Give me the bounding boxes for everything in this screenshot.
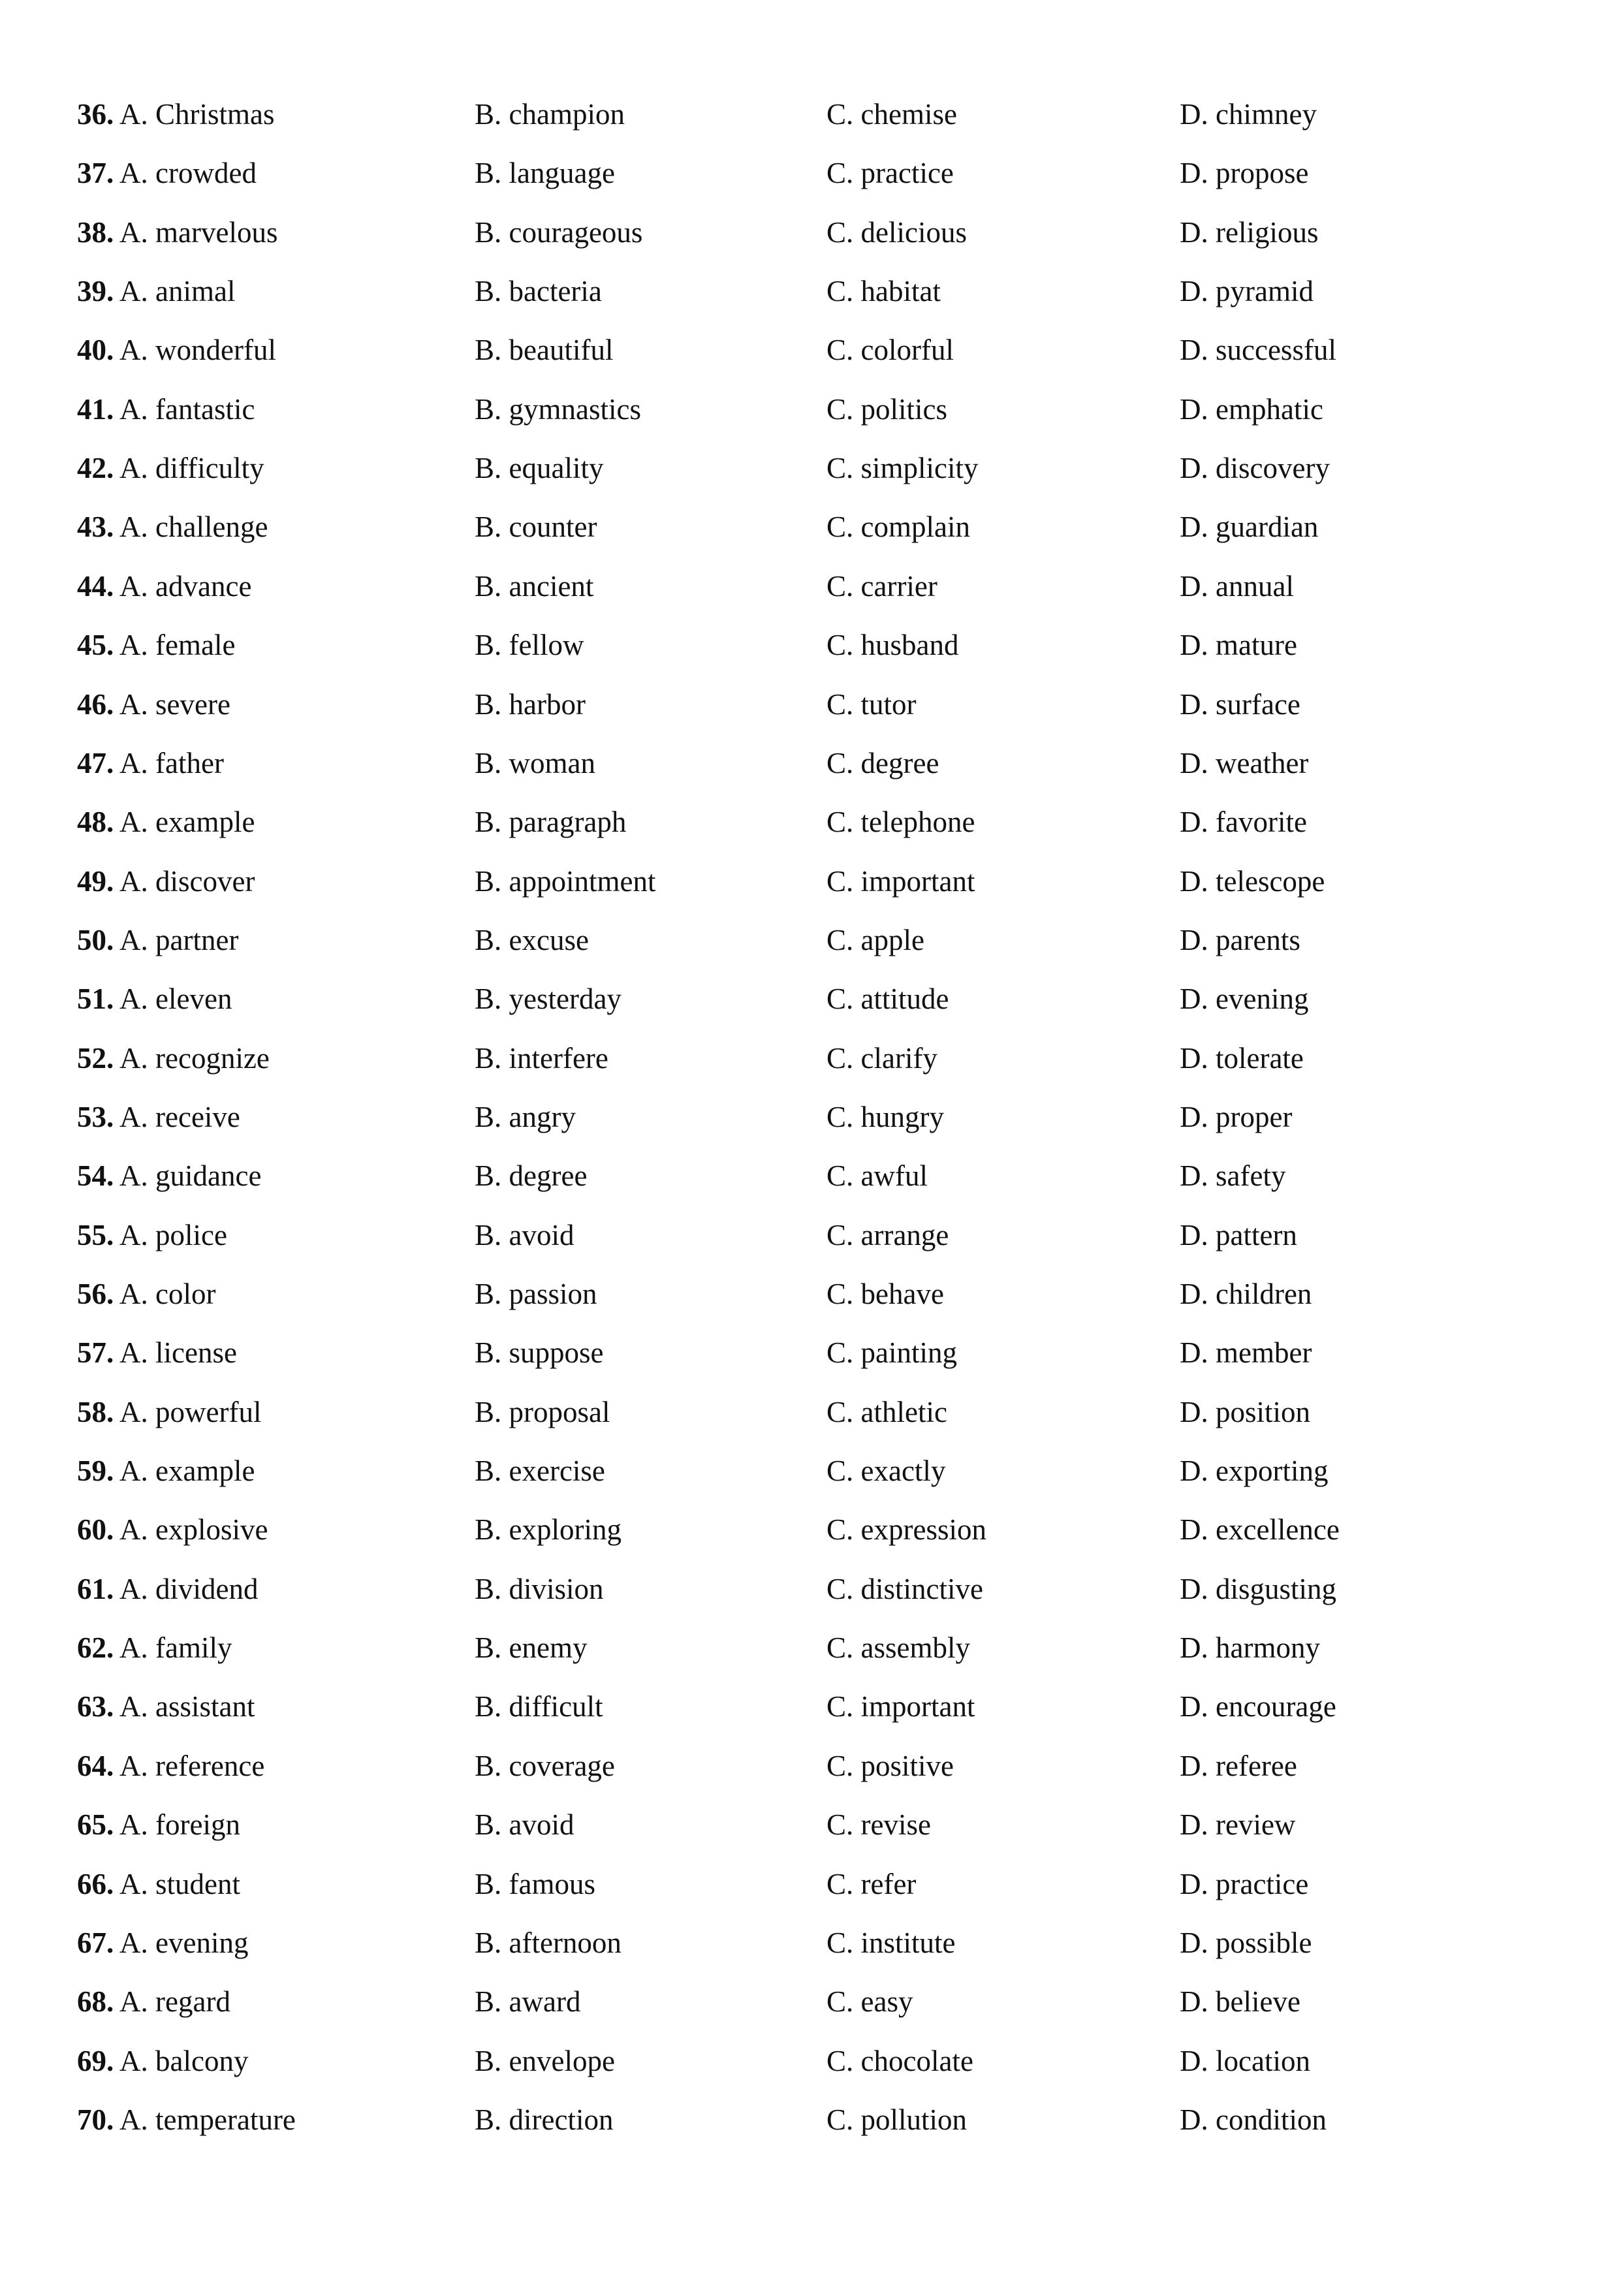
option-c: C. expression [826, 1513, 986, 1547]
option-c: C. complain [826, 511, 970, 544]
question-number: 44. [77, 569, 114, 603]
option-d: D. disgusting [1180, 1572, 1337, 1605]
question-number: 56. [77, 1278, 114, 1310]
option-a-text: A. fantastic [119, 392, 255, 426]
option-d: D. weather [1180, 746, 1309, 779]
question-row [0, 1088, 1621, 1146]
option-b: B. award [475, 1985, 581, 2019]
option-d: D. practice [1180, 1867, 1309, 1900]
option-d: D. surface [1180, 687, 1300, 721]
option-c: C. apple [826, 923, 924, 956]
option-c: C. chocolate [826, 2044, 973, 2077]
option-d: D. favorite [1180, 806, 1307, 839]
question-row [0, 1737, 1621, 1795]
option-a [77, 497, 268, 556]
option-c: C. husband [826, 629, 959, 662]
option-c: C. painting [826, 1336, 957, 1370]
question-row [0, 1560, 1621, 1618]
option-b: B. passion [475, 1278, 597, 1310]
option-a [77, 1206, 227, 1265]
option-a [77, 262, 235, 321]
option-c: C. distinctive [826, 1572, 983, 1605]
option-b: B. avoid [475, 1808, 574, 1842]
option-c: C. exactly [826, 1455, 946, 1488]
option-a [77, 85, 275, 144]
option-a [77, 321, 276, 379]
option-b: B. beautiful [475, 334, 614, 367]
option-a-text: A. dividend [119, 1572, 259, 1605]
option-d: D. evening [1180, 983, 1309, 1016]
question-number: 62. [77, 1631, 114, 1665]
option-b: B. woman [475, 746, 595, 779]
option-d: D. children [1180, 1278, 1312, 1310]
option-a [77, 1972, 230, 2031]
question-number: 63. [77, 1690, 114, 1723]
option-c: C. pollution [826, 2103, 968, 2136]
option-d: D. propose [1180, 157, 1309, 190]
option-a-text: A. recognize [119, 1041, 270, 1075]
option-a [77, 1323, 237, 1382]
question-row [0, 734, 1621, 793]
option-c: C. awful [826, 1159, 928, 1193]
option-d: D. mature [1180, 629, 1297, 662]
option-b: B. difficult [475, 1690, 603, 1723]
question-number: 51. [77, 983, 114, 1016]
option-a-text: A. wonderful [119, 334, 276, 367]
option-a [77, 1795, 240, 1854]
question-row [0, 1795, 1621, 1854]
option-a [77, 2090, 296, 2149]
option-b: B. exploring [475, 1513, 622, 1547]
option-a-text: A. advance [119, 569, 252, 603]
option-d: D. safety [1180, 1159, 1286, 1193]
question-number: 68. [77, 1985, 114, 2019]
question-number: 41. [77, 392, 114, 426]
option-d: D. parents [1180, 923, 1300, 956]
option-b: B. division [475, 1572, 604, 1605]
question-row [0, 1972, 1621, 2031]
question-number: 70. [77, 2103, 114, 2136]
option-a-text: A. father [119, 746, 224, 779]
option-b: B. ancient [475, 569, 594, 603]
option-d: D. emphatic [1180, 392, 1323, 426]
option-a-text: A. severe [119, 687, 230, 721]
question-row [0, 1441, 1621, 1500]
question-number: 65. [77, 1808, 114, 1842]
option-c: C. carrier [826, 569, 937, 603]
question-number: 67. [77, 1926, 114, 1959]
option-a-text: A. female [119, 629, 236, 662]
option-a [77, 1737, 264, 1795]
option-c: C. revise [826, 1808, 931, 1842]
question-number: 66. [77, 1867, 114, 1900]
question-row [0, 439, 1621, 497]
option-a [77, 793, 255, 851]
question-number: 55. [77, 1218, 114, 1251]
question-row [0, 1500, 1621, 1559]
option-b: B. yesterday [475, 983, 622, 1016]
question-number: 42. [77, 452, 114, 485]
question-number: 49. [77, 864, 114, 898]
option-a [77, 380, 255, 439]
question-row [0, 557, 1621, 616]
question-row [0, 1677, 1621, 1736]
question-number: 38. [77, 215, 114, 249]
option-d: D. referee [1180, 1749, 1297, 1782]
option-d: D. condition [1180, 2103, 1327, 2136]
question-row [0, 1913, 1621, 1972]
option-d: D. possible [1180, 1926, 1312, 1959]
option-b: B. fellow [475, 629, 584, 662]
option-c: C. delicious [826, 215, 967, 249]
question-row [0, 497, 1621, 556]
option-d: D. successful [1180, 334, 1336, 367]
question-row [0, 1146, 1621, 1205]
option-c: C. assembly [826, 1631, 970, 1665]
option-a-text: A. balcony [119, 2044, 249, 2077]
option-b: B. counter [475, 511, 597, 544]
option-a [77, 1913, 248, 1972]
option-c: C. institute [826, 1926, 956, 1959]
option-d: D. member [1180, 1336, 1312, 1370]
option-c: C. tutor [826, 687, 917, 721]
option-b: B. famous [475, 1867, 595, 1900]
question-number: 64. [77, 1749, 114, 1782]
option-a-text: A. evening [119, 1926, 249, 1959]
option-a-text: A. temperature [119, 2103, 296, 2136]
option-d: D. chimney [1180, 98, 1317, 131]
option-a-text: A. challenge [119, 511, 268, 544]
option-a-text: A. Christmas [119, 98, 275, 131]
question-number: 45. [77, 629, 114, 662]
option-c: C. degree [826, 746, 939, 779]
option-d: D. encourage [1180, 1690, 1336, 1723]
question-row [0, 1855, 1621, 1913]
option-b: B. envelope [475, 2044, 615, 2077]
question-number: 52. [77, 1041, 114, 1075]
question-row [0, 1618, 1621, 1677]
option-b: B. appointment [475, 864, 656, 898]
option-c: C. athletic [826, 1395, 947, 1428]
option-a [77, 675, 230, 734]
option-b: B. courageous [475, 215, 643, 249]
option-b: B. direction [475, 2103, 614, 2136]
question-row [0, 1323, 1621, 1382]
option-d: D. exporting [1180, 1455, 1329, 1488]
question-number: 57. [77, 1336, 114, 1370]
question-row [0, 2032, 1621, 2090]
option-c: C. arrange [826, 1218, 949, 1251]
question-row [0, 793, 1621, 851]
question-number: 50. [77, 923, 114, 956]
option-a [77, 1265, 216, 1323]
option-b: B. enemy [475, 1631, 588, 1665]
option-a [77, 969, 232, 1028]
option-b: B. language [475, 157, 615, 190]
option-a-text: A. example [119, 806, 255, 839]
question-number: 60. [77, 1513, 114, 1547]
option-a-text: A. assistant [119, 1690, 255, 1723]
question-row [0, 321, 1621, 379]
question-number: 40. [77, 334, 114, 367]
option-a [77, 1677, 255, 1736]
option-b: B. angry [475, 1100, 576, 1133]
option-a-text: A. regard [119, 1985, 230, 2019]
option-a [77, 1029, 270, 1088]
option-d: D. annual [1180, 569, 1294, 603]
option-c: C. chemise [826, 98, 957, 131]
option-a [77, 203, 277, 262]
option-b: B. coverage [475, 1749, 615, 1782]
option-a-text: A. guidance [119, 1159, 262, 1193]
question-row [0, 262, 1621, 321]
option-a-text: A. example [119, 1455, 255, 1488]
question-number: 59. [77, 1455, 114, 1488]
option-a-text: A. explosive [119, 1513, 268, 1547]
option-c: C. easy [826, 1985, 913, 2019]
question-number: 61. [77, 1572, 114, 1605]
option-d: D. pyramid [1180, 275, 1314, 308]
option-d: D. guardian [1180, 511, 1319, 544]
option-c: C. simplicity [826, 452, 979, 485]
option-b: B. excuse [475, 923, 589, 956]
option-a [77, 911, 238, 969]
option-a-text: A. discover [119, 864, 255, 898]
option-c: C. colorful [826, 334, 954, 367]
option-a [77, 2032, 248, 2090]
option-a-text: A. crowded [119, 157, 257, 190]
option-b: B. proposal [475, 1395, 610, 1428]
option-a-text: A. difficulty [119, 452, 264, 485]
question-number: 53. [77, 1100, 114, 1133]
option-d: D. religious [1180, 215, 1319, 249]
option-a [77, 557, 251, 616]
question-row [0, 1029, 1621, 1088]
option-a [77, 144, 257, 202]
question-row [0, 1383, 1621, 1441]
option-a [77, 1441, 255, 1500]
question-row [0, 85, 1621, 144]
option-a-text: A. family [119, 1631, 232, 1665]
option-a-text: A. reference [119, 1749, 265, 1782]
option-b: B. degree [475, 1159, 588, 1193]
option-a [77, 1088, 240, 1146]
question-row [0, 969, 1621, 1028]
option-c: C. refer [826, 1867, 917, 1900]
option-a-text: A. foreign [119, 1808, 240, 1842]
option-d: D. excellence [1180, 1513, 1340, 1547]
option-b: B. champion [475, 98, 625, 131]
option-c: C. telephone [826, 806, 975, 839]
option-a-text: A. animal [119, 275, 236, 308]
option-c: C. important [826, 1690, 975, 1723]
option-d: D. review [1180, 1808, 1296, 1842]
option-d: D. proper [1180, 1100, 1293, 1133]
option-a [77, 1500, 268, 1559]
question-number: 58. [77, 1395, 114, 1428]
option-d: D. location [1180, 2044, 1310, 2077]
option-c: C. positive [826, 1749, 954, 1782]
question-row [0, 2090, 1621, 2149]
option-a-text: A. receive [119, 1100, 240, 1133]
question-number: 36. [77, 98, 114, 131]
question-number: 39. [77, 275, 114, 308]
option-b: B. gymnastics [475, 392, 641, 426]
option-c: C. behave [826, 1278, 944, 1310]
option-c: C. important [826, 864, 975, 898]
option-b: B. interfere [475, 1041, 608, 1075]
option-b: B. bacteria [475, 275, 602, 308]
question-number: 54. [77, 1159, 114, 1193]
question-row [0, 1265, 1621, 1323]
option-b: B. avoid [475, 1218, 574, 1251]
question-row [0, 144, 1621, 202]
option-c: C. politics [826, 392, 948, 426]
option-c: C. habitat [826, 275, 941, 308]
question-number: 43. [77, 511, 114, 544]
option-b: B. exercise [475, 1455, 605, 1488]
question-number: 47. [77, 746, 114, 779]
option-a-text: A. partner [119, 923, 239, 956]
option-b: B. afternoon [475, 1926, 622, 1959]
option-c: C. hungry [826, 1100, 944, 1133]
option-a [77, 1383, 261, 1441]
option-a-text: A. police [119, 1218, 227, 1251]
option-a [77, 1855, 240, 1913]
option-b: B. paragraph [475, 806, 627, 839]
question-row [0, 203, 1621, 262]
option-a-text: A. marvelous [119, 215, 278, 249]
option-d: D. tolerate [1180, 1041, 1304, 1075]
option-d: D. believe [1180, 1985, 1300, 2019]
option-a-text: A. student [119, 1867, 241, 1900]
option-a-text: A. license [119, 1336, 237, 1370]
question-number: 37. [77, 157, 114, 190]
option-d: D. discovery [1180, 452, 1330, 485]
question-row [0, 911, 1621, 969]
option-a [77, 1618, 232, 1677]
option-b: B. suppose [475, 1336, 604, 1370]
option-d: D. telescope [1180, 864, 1325, 898]
option-c: C. attitude [826, 983, 949, 1016]
question-row [0, 380, 1621, 439]
option-a-text: A. powerful [119, 1395, 262, 1428]
question-row [0, 852, 1621, 911]
option-a [77, 1560, 259, 1618]
question-number: 48. [77, 806, 114, 839]
option-a [77, 734, 224, 793]
option-c: C. clarify [826, 1041, 937, 1075]
option-a [77, 852, 255, 911]
option-a [77, 439, 264, 497]
question-row [0, 616, 1621, 674]
option-b: B. equality [475, 452, 604, 485]
question-number: 69. [77, 2044, 114, 2077]
option-d: D. pattern [1180, 1218, 1297, 1251]
question-row [0, 1206, 1621, 1265]
option-d: D. position [1180, 1395, 1311, 1428]
question-row [0, 675, 1621, 734]
option-a-text: A. color [119, 1278, 216, 1310]
option-c: C. practice [826, 157, 954, 190]
option-a-text: A. eleven [119, 983, 232, 1016]
option-b: B. harbor [475, 687, 586, 721]
option-d: D. harmony [1180, 1631, 1320, 1665]
option-a [77, 1146, 261, 1205]
option-a [77, 616, 235, 674]
question-number: 46. [77, 687, 114, 721]
